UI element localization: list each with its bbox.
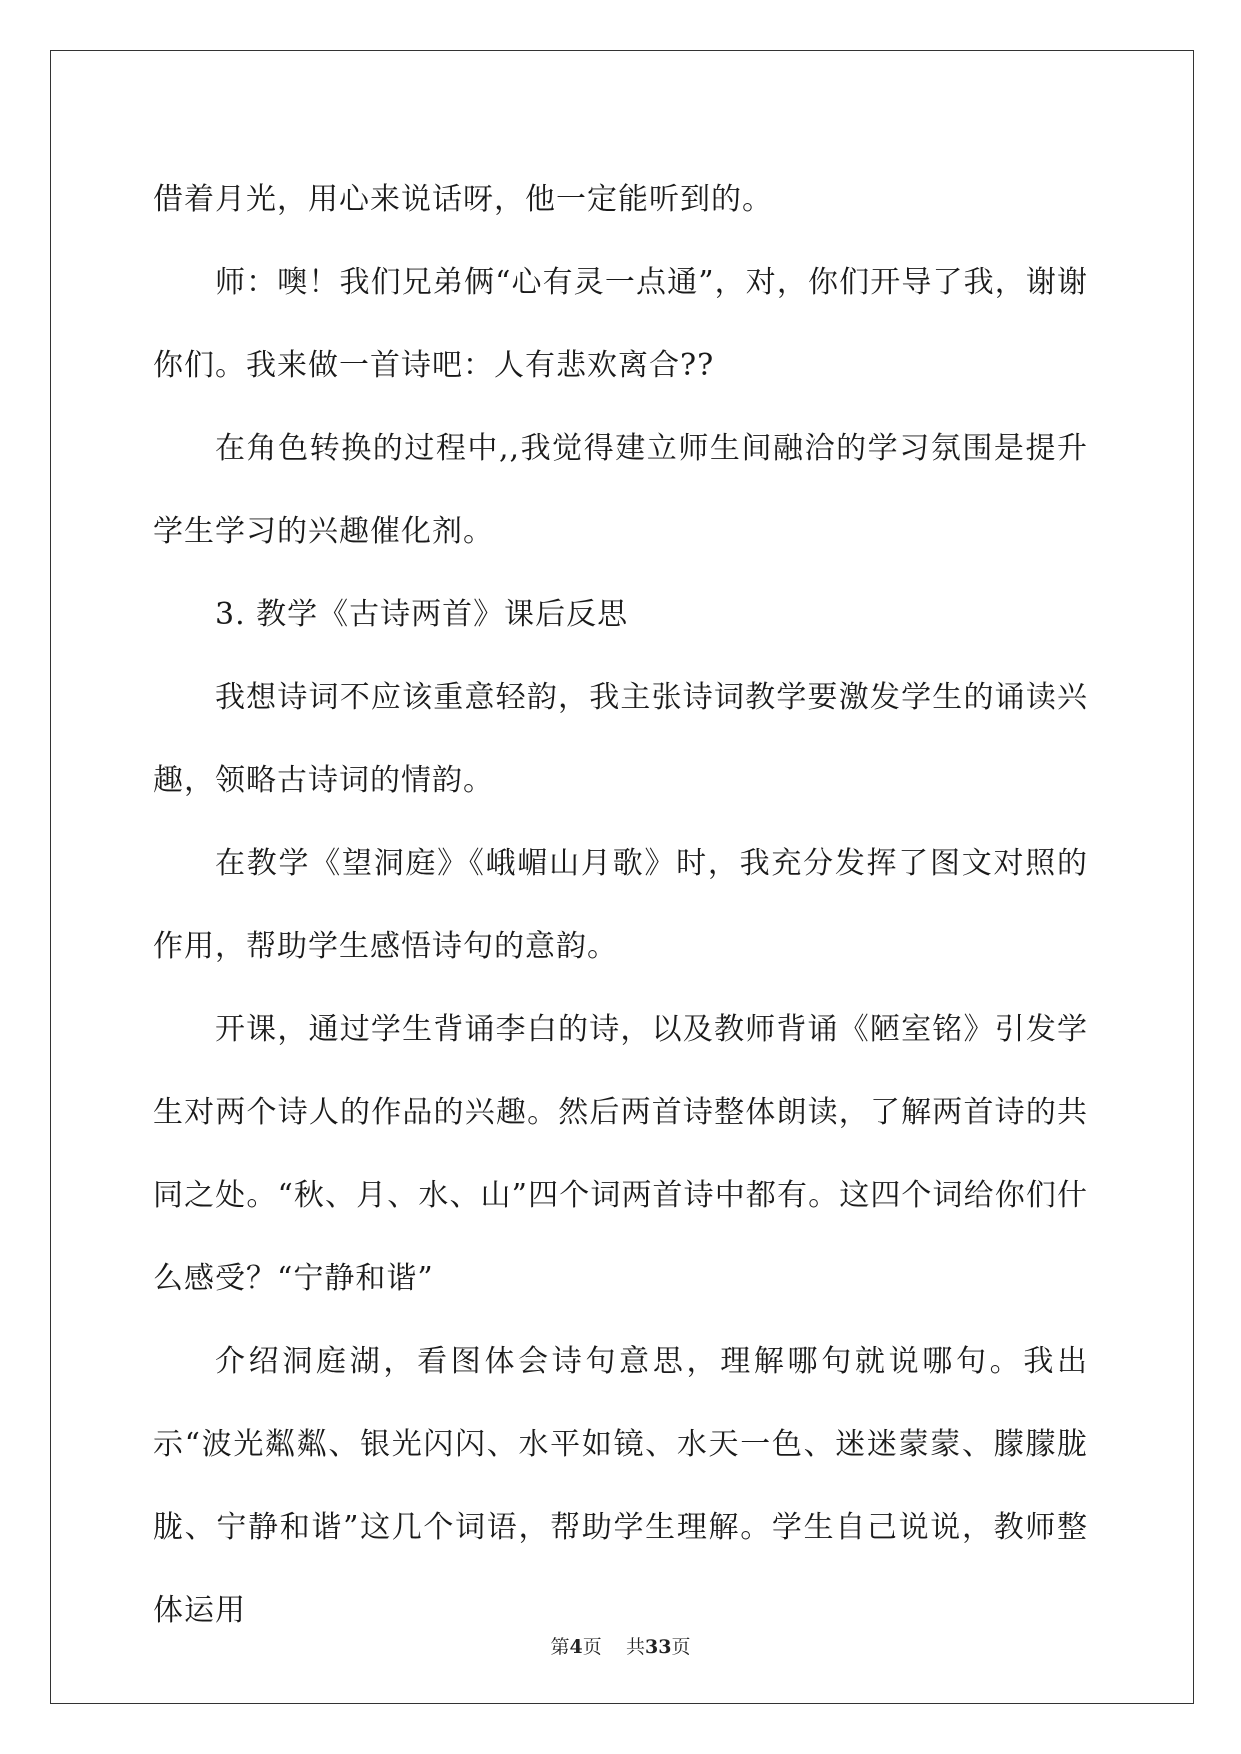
- paragraph-5: 在教学《望洞庭》《峨嵋山月歌》时，我充分发挥了图文对照的作用，帮助学生感悟诗句的意韵。: [153, 846, 1088, 964]
- paragraph-6: 开课，通过学生背诵李白的诗，以及教师背诵《陋室铭》引发学生对两个诗人的作品的兴趣。然后两首诗整体朗读，了解两首诗的共同之处。“秋、月、水、山”四个词两首诗中都有。这四个词给你们什么感受？“宁静和谐”: [153, 1012, 1088, 1296]
- total-prefix: 共: [625, 1636, 645, 1658]
- section-heading: 3. 教学《古诗两首》课后反思: [215, 597, 629, 632]
- page-suffix: 页: [582, 1636, 602, 1658]
- page-prefix: 第: [550, 1636, 570, 1658]
- paragraph-1: 借着月光，用心来说话呀，他一定能听到的。: [153, 182, 773, 217]
- total-pages: 33: [644, 1636, 672, 1658]
- paragraph-2: 师：噢！我们兄弟俩“心有灵一点通”，对，你们开导了我，谢谢你们。我来做一首诗吧：人有悲欢离合??: [153, 265, 1088, 383]
- paragraph-3: 在角色转换的过程中,,我觉得建立师生间融洽的学习氛围是提升学生学习的兴趣催化剂。: [153, 431, 1088, 549]
- page-footer: [0, 1632, 1241, 1659]
- paragraph-4: 我想诗词不应该重意轻韵，我主张诗词教学要激发学生的诵读兴趣，领略古诗词的情韵。: [153, 680, 1088, 798]
- paragraph-7: 介绍洞庭湖，看图体会诗句意思，理解哪句就说哪句。我出示“波光粼粼、银光闪闪、水平如镜、水天一色、迷迷蒙蒙、朦朦胧胧、宁静和谐”这几个词语，帮助学生理解。学生自己说说，教师整体运用: [153, 1344, 1088, 1628]
- document-body: [153, 158, 1088, 1652]
- total-suffix: 页: [671, 1636, 691, 1658]
- page-number: 4: [569, 1636, 583, 1658]
